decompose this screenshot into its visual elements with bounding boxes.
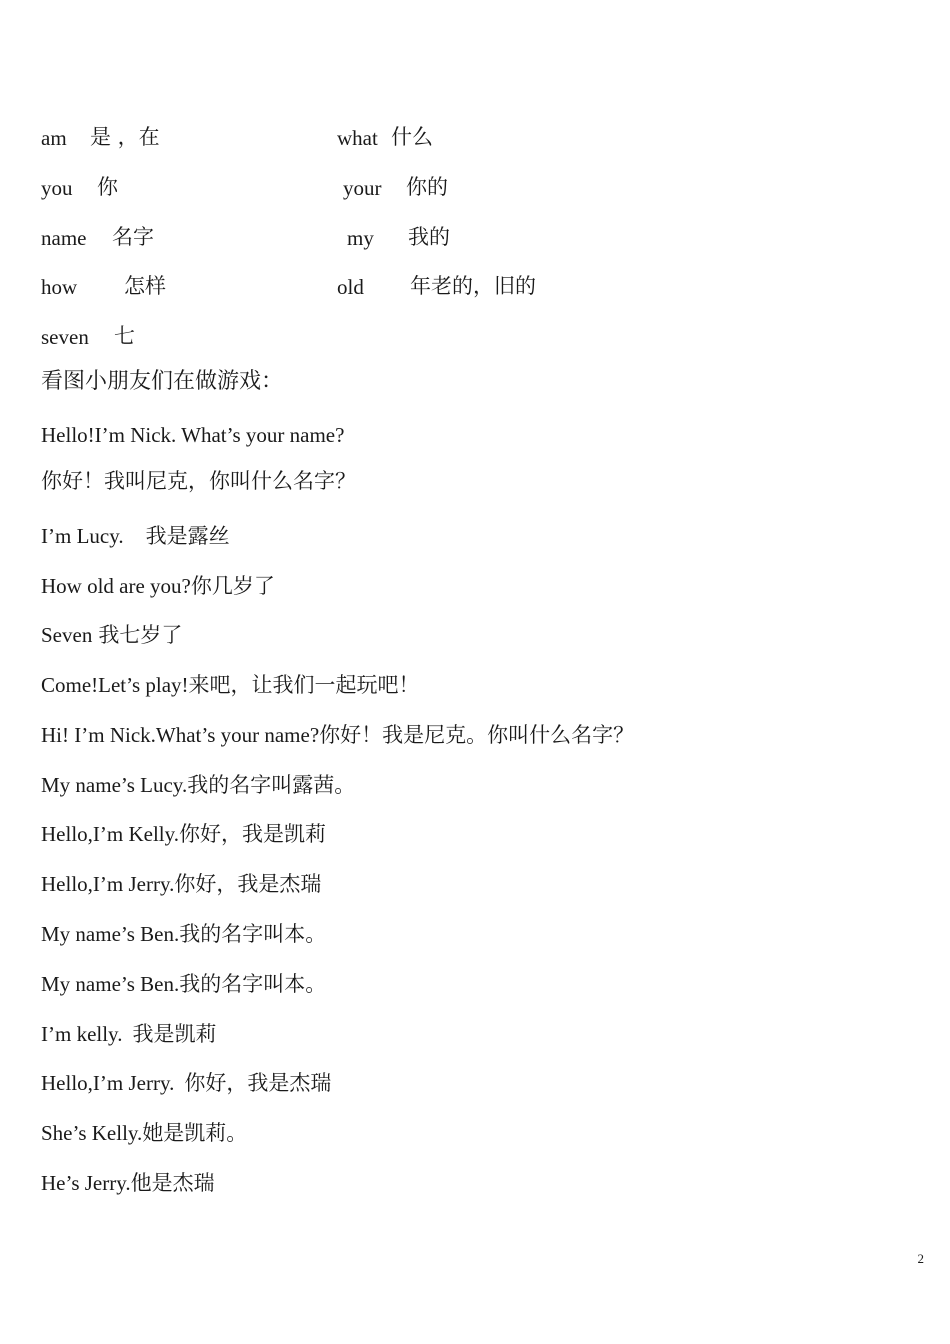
dialogue-line: [41, 622, 182, 648]
dialogue-cn: 你好，我是凯莉: [179, 822, 327, 846]
dialogue-cn: 我七岁了: [98, 623, 183, 647]
dialogue-en: Come!Let’s play!: [41, 673, 189, 697]
dialogue-line: [41, 921, 326, 947]
dialogue-line: [41, 971, 326, 997]
vocab-word: your: [343, 176, 382, 200]
dialogue-en: Hello,I’m Jerry.: [41, 872, 175, 896]
page-number: 2: [917, 1251, 924, 1266]
section-heading: 看图小朋友们在做游戏：: [41, 369, 284, 394]
dialogue-en: Seven: [41, 623, 93, 647]
dialogue-en: I’m Lucy.: [41, 524, 124, 548]
dialogue-en: I’m kelly.: [41, 1022, 123, 1046]
dialogue-line: [41, 722, 634, 748]
dialogue-cn: 他是杰瑞: [130, 1171, 215, 1195]
dialogue-cn: 我的名字叫本。: [179, 972, 327, 996]
dialogue-cn: 你好，我是杰瑞: [174, 872, 322, 896]
vocab-meaning: 年老的，旧的: [410, 274, 536, 298]
vocab-word: you: [41, 176, 73, 200]
vocab-meaning: 你的: [406, 175, 448, 199]
dialogue-en: He’s Jerry.: [41, 1171, 131, 1195]
dialogue-en: Hi! I’m Nick.What’s your name?: [41, 723, 320, 747]
dialogue-en: Hello,I’m Jerry.: [41, 1071, 175, 1095]
dialogue-line: [41, 772, 355, 798]
vocab-meaning: 怎样: [124, 274, 166, 298]
dialogue-en: My name’s Ben.: [41, 972, 180, 996]
dialogue-en: How old are you?: [41, 574, 191, 598]
dialogue-line: [41, 871, 321, 897]
dialogue-en: My name’s Lucy.: [41, 773, 188, 797]
dialogue-line: [41, 1021, 216, 1047]
dialogue-line: [41, 672, 420, 698]
dialogue-cn: 我是凯莉: [132, 1022, 217, 1046]
vocab-word: old: [337, 275, 364, 299]
dialogue-cn: 我是露丝: [145, 524, 230, 548]
dialogue-line: [41, 821, 326, 847]
dialogue-line: [41, 422, 344, 448]
dialogue-en: Hello!I’m Nick. What’s your name?: [41, 423, 345, 447]
vocab-meaning: 你: [97, 175, 118, 199]
vocab-word: name: [41, 226, 87, 250]
dialogue-line: [41, 468, 356, 494]
dialogue-cn: 我的名字叫本。: [179, 922, 327, 946]
dialogue-line: [41, 1070, 331, 1096]
dialogue-line: [41, 1120, 247, 1146]
dialogue-cn: 你好，我是杰瑞: [184, 1071, 332, 1095]
vocab-word: what: [337, 126, 378, 150]
dialogue-en: Hello,I’m Kelly.: [41, 822, 180, 846]
dialogue-line: [41, 573, 275, 599]
vocab-meaning: 是 ，在: [90, 125, 160, 149]
dialogue-cn: 你好！我是尼克。你叫什么名字？: [319, 723, 635, 747]
dialogue-cn: 你好！我叫尼克，你叫什么名字？: [41, 469, 356, 493]
dialogue-en: She’s Kelly.: [41, 1121, 143, 1145]
dialogue-cn: 来吧，让我们一起玩吧！: [188, 673, 420, 697]
vocab-word: my: [347, 226, 374, 250]
vocab-word: am: [41, 126, 67, 150]
dialogue-cn: 我的名字叫露茜。: [187, 773, 356, 797]
vocab-meaning: 我的: [408, 225, 450, 249]
vocab-meaning: 名字: [112, 225, 154, 249]
dialogue-cn: 你几岁了: [190, 574, 275, 598]
vocab-meaning: 什么: [391, 125, 433, 149]
vocab-meaning: 七: [114, 324, 135, 348]
vocab-word: how: [41, 275, 78, 299]
dialogue-line: [41, 523, 230, 549]
dialogue-cn: 她是凯莉。: [142, 1121, 248, 1145]
vocab-word: seven: [41, 325, 89, 349]
dialogue-en: My name’s Ben.: [41, 922, 180, 946]
dialogue-line: [41, 1170, 215, 1196]
